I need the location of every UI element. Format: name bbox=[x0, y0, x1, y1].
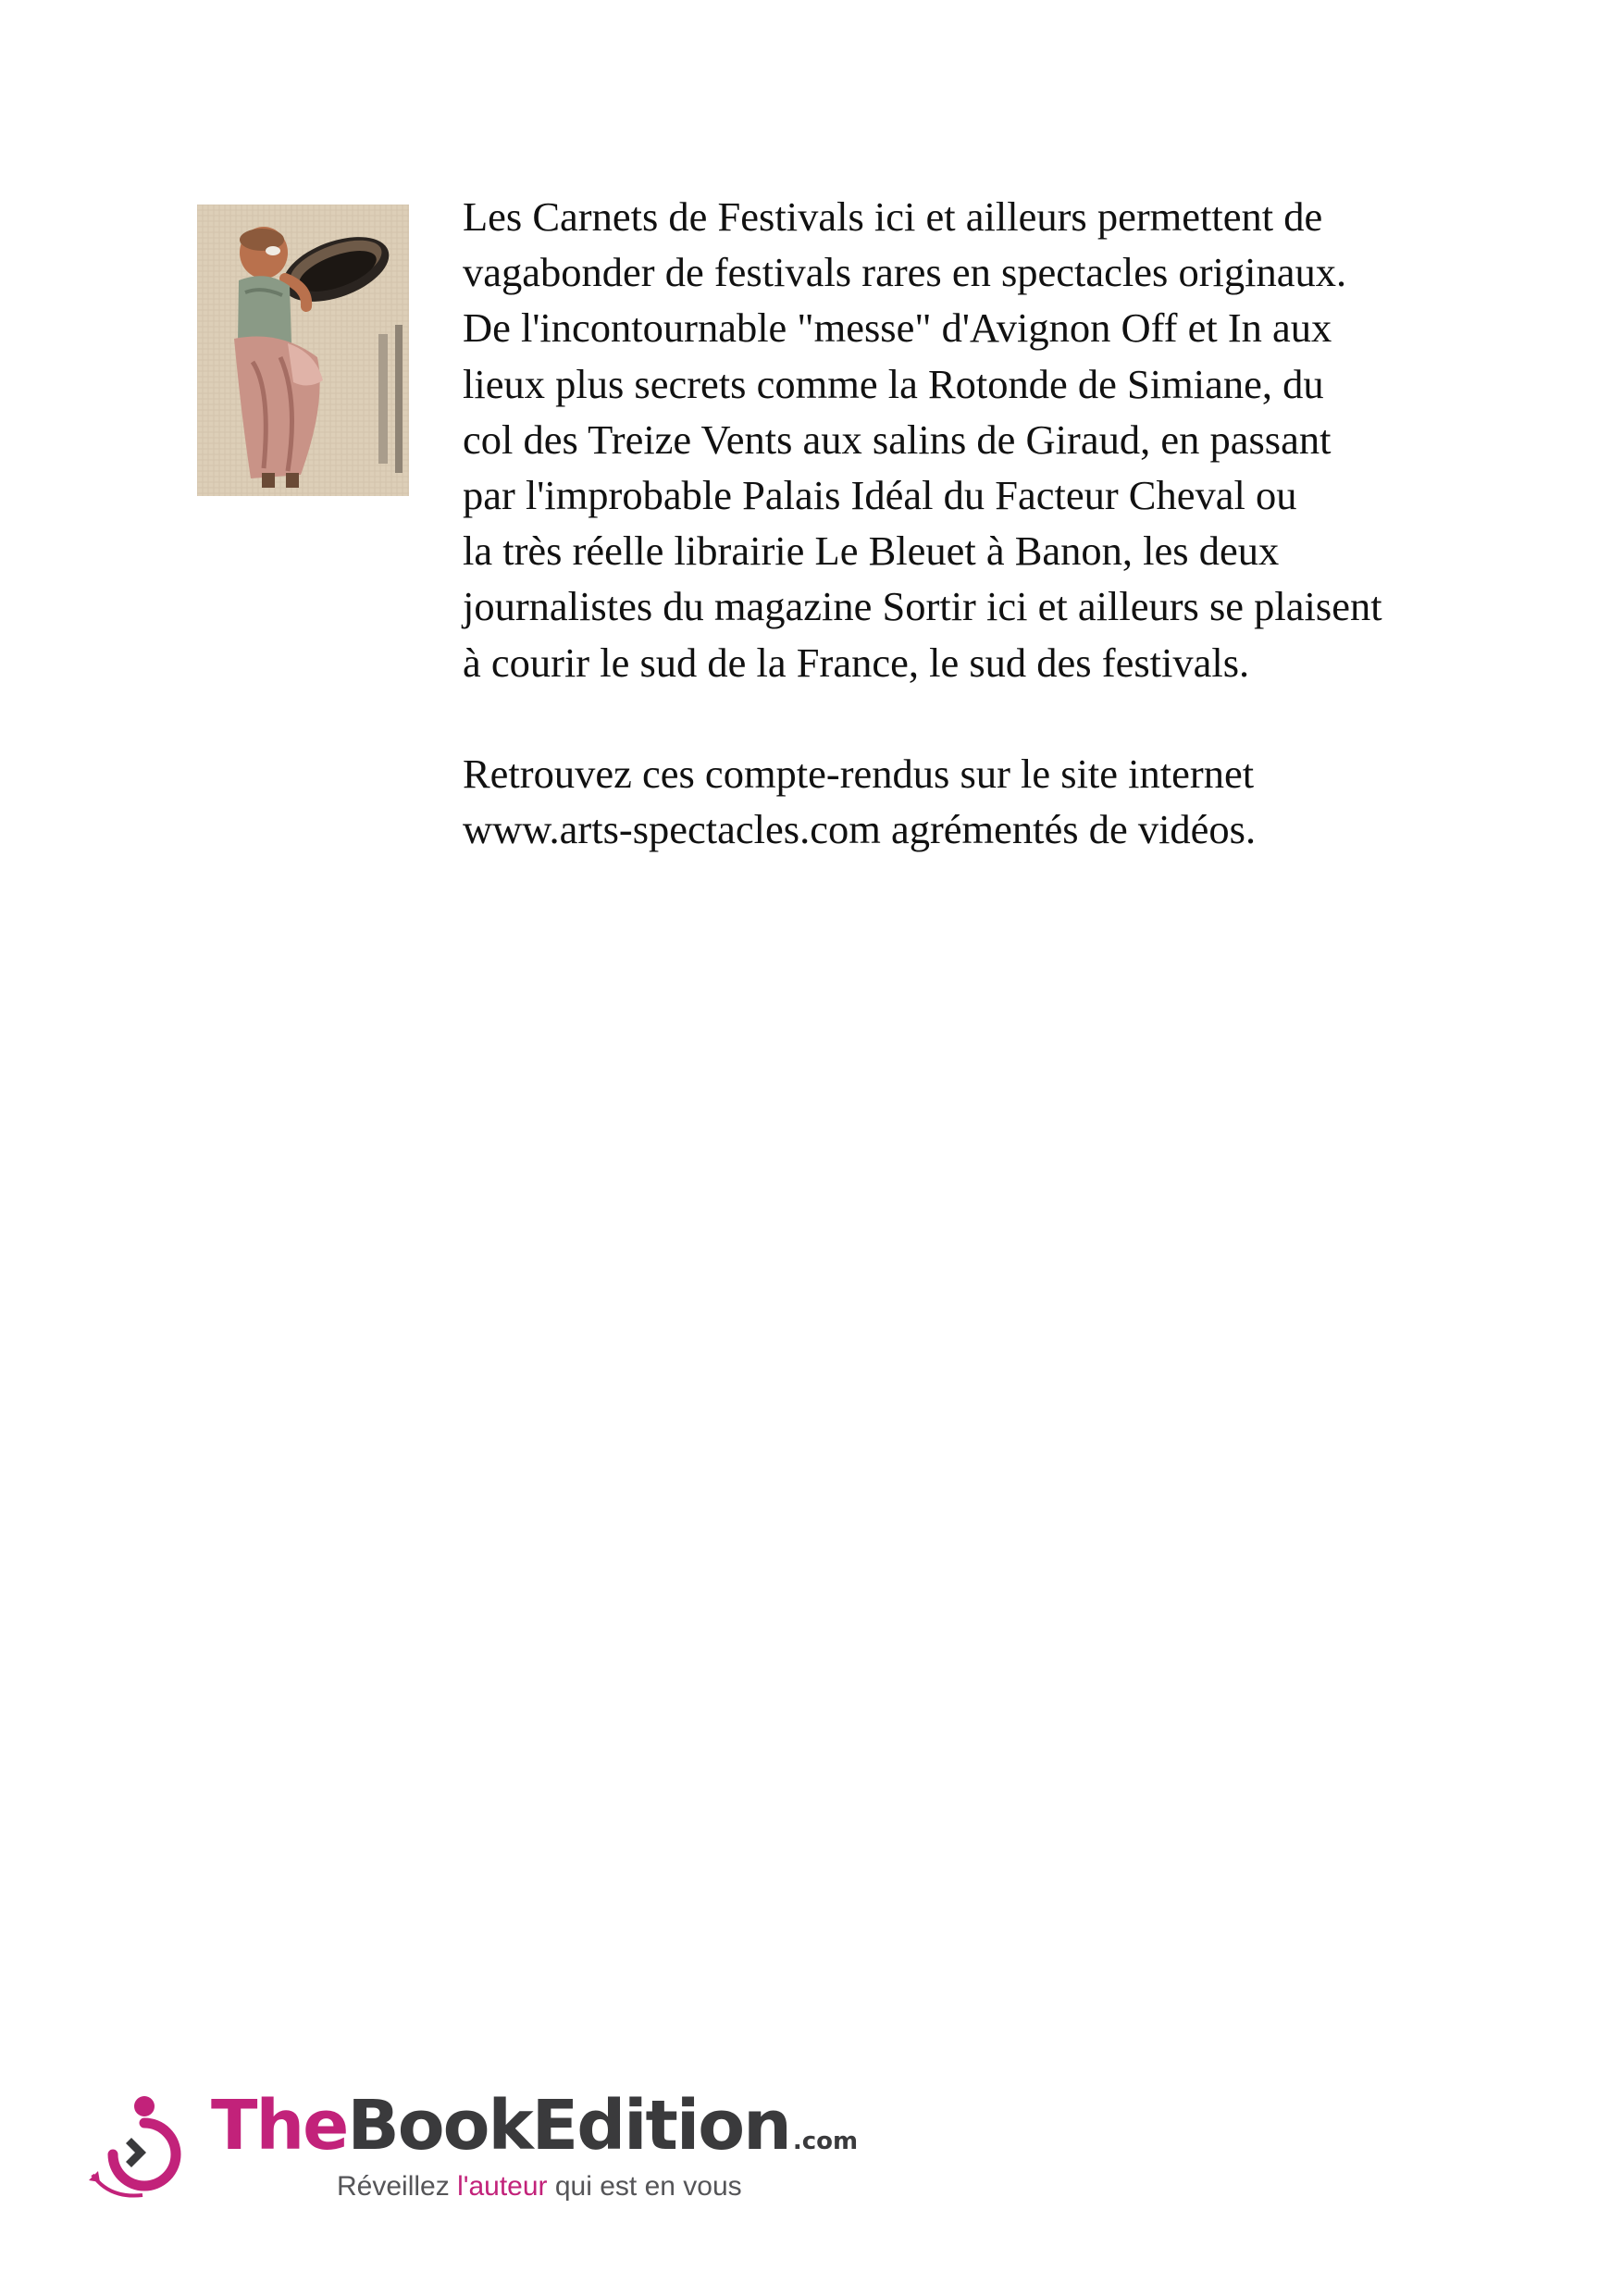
thebookedition-logo bbox=[89, 2086, 859, 2228]
blurb-line: www.arts-spectacles.com agrémentés de vidéos. bbox=[463, 806, 1257, 853]
cover-mosaic-image bbox=[197, 205, 409, 496]
blurb-line: Les Carnets de Festivals ici et ailleurs permettent de bbox=[463, 193, 1323, 240]
blurb-line: lieux plus secrets comme la Rotonde de Simiane, du bbox=[463, 360, 1324, 407]
blurb-line: la très réelle librairie Le Bleuet à Banon, les deux bbox=[463, 527, 1280, 575]
blurb-line: à courir le sud de la France, le sud des festivals. bbox=[463, 639, 1250, 686]
brand-dotcom: .com bbox=[792, 2128, 859, 2155]
paragraph-gap bbox=[463, 690, 1536, 746]
mosaic-figure-icon bbox=[197, 205, 409, 496]
back-cover-blurb bbox=[463, 189, 1536, 857]
thebookedition-mark-icon bbox=[89, 2090, 200, 2210]
brand-bookedition: BookEdition bbox=[347, 2086, 790, 2166]
blurb-line: par l'improbable Palais Idéal du Facteur Cheval ou bbox=[463, 472, 1297, 519]
blurb-line: Retrouvez ces compte-rendus sur le site internet bbox=[463, 751, 1255, 798]
blurb-line: journalistes du magazine Sortir ici et ailleurs se plaisent bbox=[463, 583, 1382, 630]
tagline-end: qui est en vous bbox=[547, 2171, 742, 2202]
blurb-line: De l'incontournable "messe" d'Avignon Off et In aux bbox=[463, 304, 1332, 352]
tagline-start: Réveillez bbox=[337, 2171, 458, 2202]
blurb-line: col des Treize Vents aux salins de Giraud, en passant bbox=[463, 416, 1332, 463]
blurb-line: vagabonder de festivals rares en spectacles originaux. bbox=[463, 249, 1347, 296]
brand-tagline bbox=[337, 2171, 742, 2203]
tagline-accent: l'auteur bbox=[457, 2171, 548, 2202]
brand-the: The bbox=[211, 2086, 348, 2166]
brand-wordmark bbox=[211, 2086, 859, 2166]
